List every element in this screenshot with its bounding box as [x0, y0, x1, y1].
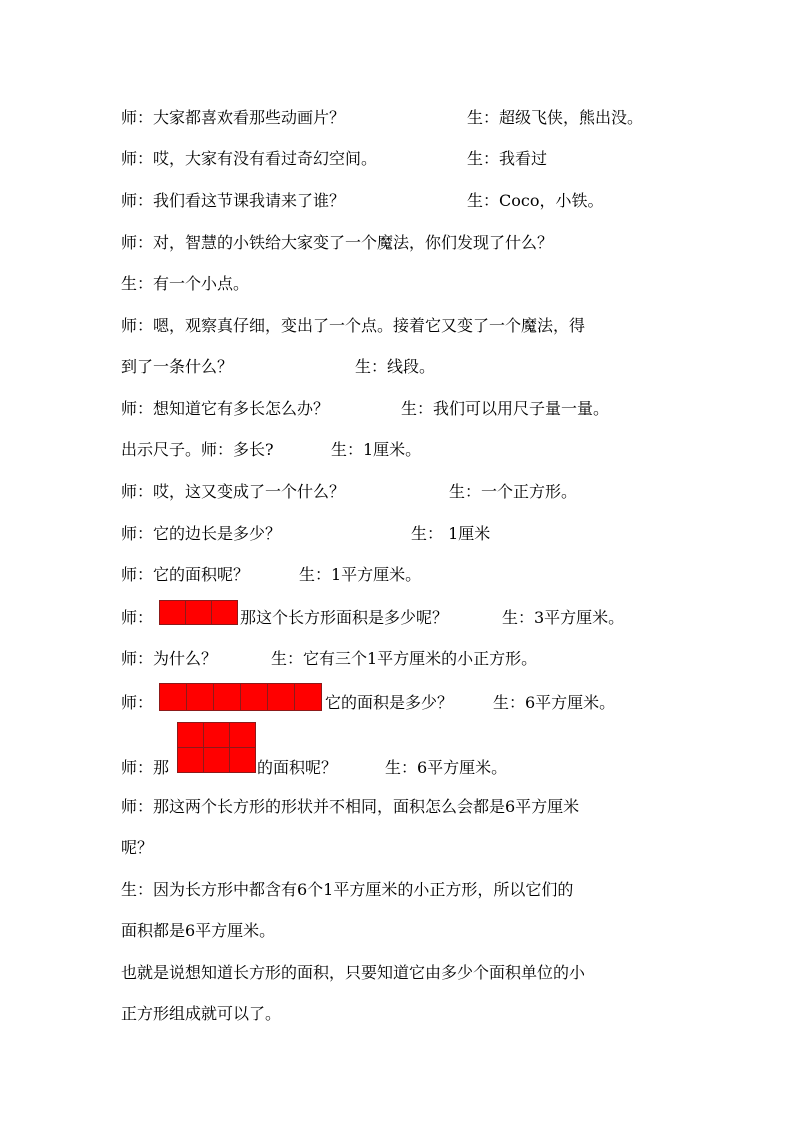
unit-square	[295, 684, 321, 710]
teacher-text: 出示尺子。师：多长?	[121, 440, 274, 459]
unit-square	[186, 601, 211, 624]
dialogue-line-9	[121, 440, 422, 460]
teacher-text: 师：我们看这节课我请来了谁？	[121, 191, 346, 210]
student-text: 生：6平方厘米。	[385, 758, 508, 777]
student-text: 生：我们可以用尺子量一量。	[401, 399, 610, 418]
teacher-text: 师：哎，这又变成了一个什么？	[121, 482, 346, 501]
student-text: 生：1平方厘米。	[299, 565, 422, 584]
dialogue-line-12	[121, 565, 422, 585]
unit-square	[214, 684, 240, 710]
dialogue-line-2	[121, 149, 548, 169]
teacher-text: 它的面积是多少？	[325, 693, 454, 712]
unit-square	[268, 684, 294, 710]
student-text: 生：一个正方形。	[449, 482, 578, 501]
unit-square	[230, 723, 255, 747]
teacher-text: 师：大家都喜欢看那些动画片？	[121, 108, 346, 127]
teacher-text: 那这个长方形面积是多少呢？	[240, 608, 449, 627]
dialogue-line-6: 师：嗯，观察真仔细，变出了一个点。接着它又变了一个魔法，得	[121, 316, 586, 335]
dialogue-line-4: 师：对，智慧的小铁给大家变了一个魔法，你们发现了什么？	[121, 233, 554, 252]
unit-square	[212, 601, 237, 624]
unit-square	[160, 601, 185, 624]
dialogue-line-21: 也就是说想知道长方形的面积，只要知道它由多少个面积单位的小	[121, 963, 586, 982]
teacher-text: 师：想知道它有多长怎么办？	[121, 399, 330, 418]
unit-square	[230, 748, 255, 772]
dialogue-line-5: 生：有一个小点。	[121, 274, 250, 293]
dialogue-line-13	[121, 608, 625, 628]
unit-square	[178, 723, 203, 747]
rectangle-2x3-figure	[177, 722, 256, 773]
dialogue-line-22: 正方形组成就可以了。	[121, 1004, 282, 1023]
teacher-text: 的面积呢？	[257, 758, 338, 777]
dialogue-line-3	[121, 191, 604, 211]
student-text: 生：超级飞侠，熊出没。	[467, 108, 644, 127]
dialogue-line-16	[121, 758, 508, 778]
student-text: 生：线段。	[355, 357, 436, 376]
rectangle-1x3-figure	[159, 600, 238, 625]
dialogue-line-8	[121, 399, 610, 419]
unit-square	[204, 723, 229, 747]
student-text: 生：Coco，小铁。	[467, 191, 604, 210]
dialogue-line-19: 生：因为长方形中都含有6个1平方厘米的小正方形，所以它们的	[121, 880, 574, 899]
teacher-prefix: 师：	[121, 693, 154, 712]
student-text: 生：3平方厘米。	[502, 608, 625, 627]
unit-square	[241, 684, 267, 710]
unit-square	[187, 684, 213, 710]
teacher-text: 师：它的边长是多少？	[121, 524, 282, 543]
unit-square	[160, 684, 186, 710]
rectangle-1x6-figure	[159, 683, 322, 711]
dialogue-line-17: 师：那这两个长方形的形状并不相同，面积怎么会都是6平方厘米	[121, 797, 580, 816]
dialogue-line-20: 面积都是6平方厘米。	[121, 921, 276, 940]
dialogue-line-7	[121, 357, 436, 377]
student-text: 生：它有三个1平方厘米的小正方形。	[271, 649, 538, 668]
teacher-text: 师：它的面积呢？	[121, 565, 250, 584]
teacher-prefix: 师：	[121, 608, 154, 627]
dialogue-line-10	[121, 482, 578, 502]
teacher-text: 师：为什么？	[121, 649, 218, 668]
dialogue-line-15	[121, 693, 616, 713]
teacher-text: 师：哎，大家有没有看过奇幻空间。	[121, 149, 378, 168]
dialogue-line-14	[121, 649, 538, 669]
student-text: 生：我看过	[467, 149, 548, 168]
dialogue-line-18: 呢？	[121, 838, 154, 857]
dialogue-line-1	[121, 108, 644, 128]
teacher-text: 到了一条什么？	[121, 357, 234, 376]
student-text: 生： 1厘米	[411, 524, 491, 543]
dialogue-line-11	[121, 524, 491, 544]
student-text: 生：1厘米。	[331, 440, 422, 459]
unit-square	[204, 748, 229, 772]
student-text: 生：6平方厘米。	[493, 693, 616, 712]
unit-square	[178, 748, 203, 772]
teacher-prefix: 师：那	[121, 758, 170, 777]
